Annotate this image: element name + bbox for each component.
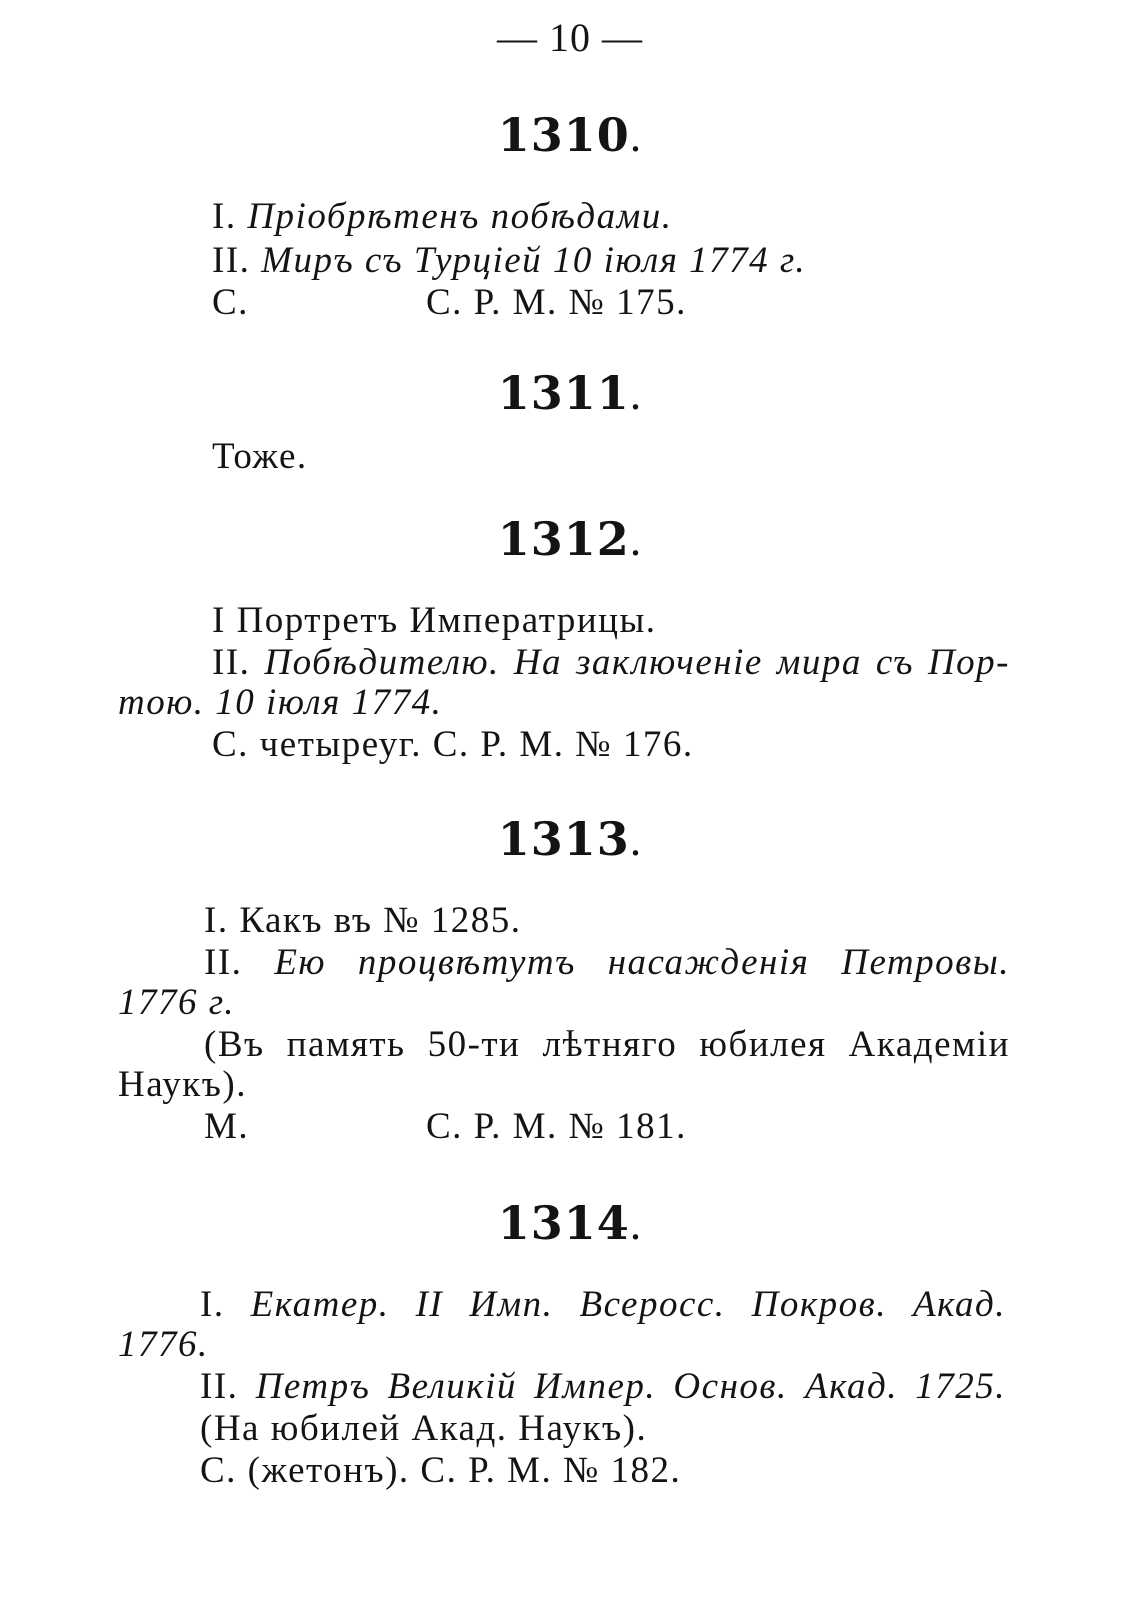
entry-heading-1311 — [0, 366, 1140, 420]
line-text: I. Какъ въ № 1285. — [204, 900, 522, 941]
entry-1310-line-2 — [212, 242, 806, 279]
entry-1314-line-2 — [118, 1326, 209, 1363]
entry-1314-line-1 — [200, 1286, 1006, 1323]
heading-dot: . — [629, 110, 643, 161]
line-label: М. — [204, 1106, 250, 1147]
entry-1313-line-6 — [204, 1108, 249, 1145]
line-label: II. — [212, 240, 251, 281]
entry-1313-line-2 — [204, 944, 1010, 981]
line-label: II. — [212, 642, 251, 683]
entry-heading-1312 — [0, 512, 1140, 566]
line-text: Миръ съ Турціей 10 іюля 1774 г. — [261, 240, 807, 281]
entry-1310-line-3 — [212, 284, 249, 321]
line-text: Пріобрѣтенъ побѣдами. — [247, 196, 673, 237]
page-number: — 10 — — [497, 15, 643, 60]
line-label: II. — [200, 1366, 239, 1407]
line-text: 1776 г. — [118, 982, 235, 1023]
entry-1313-line-4 — [204, 1026, 1010, 1063]
entry-1310-line-1 — [212, 198, 672, 235]
entry-number: 1313 — [497, 812, 630, 866]
entry-1310-line-3-ref — [426, 284, 687, 321]
entry-heading-1310 — [0, 108, 1140, 162]
entry-1312-line-1 — [212, 602, 657, 639]
line-label: II. — [204, 942, 243, 983]
line-text: Наукъ). — [118, 1064, 247, 1105]
heading-dot: . — [629, 814, 643, 865]
line-text: 1776. — [118, 1324, 209, 1365]
entry-heading-1313 — [0, 812, 1140, 866]
heading-dot: . — [629, 1198, 643, 1249]
line-text: Екатер. II Имп. Всеросс. Покров. Акад. — [250, 1284, 1006, 1325]
line-text: С. Р. М. № 175. — [426, 282, 687, 323]
line-text: Тоже. — [212, 436, 308, 477]
line-label: С. — [212, 282, 249, 323]
entry-number: 1310 — [497, 108, 630, 162]
entry-number: 1314 — [497, 1196, 630, 1250]
heading-dot: . — [629, 368, 643, 419]
entry-1313-line-5 — [118, 1066, 247, 1103]
line-text: (На юбилей Акад. Наукъ). — [200, 1408, 648, 1449]
line-text: С. (жетонъ). С. Р. М. № 182. — [200, 1450, 682, 1491]
line-text: (Въ память 50-ти лѣтняго юбилея Академіи — [204, 1024, 1010, 1065]
line-text: Побѣдителю. На заключеніе мира съ Пор- — [264, 642, 1010, 683]
entry-1311-line-1 — [212, 438, 308, 475]
line-text: Ею процвѣтутъ насажденія Петровы. — [274, 942, 1011, 983]
entry-1314-line-3 — [200, 1368, 1006, 1405]
entry-1313-line-1 — [204, 902, 522, 939]
line-text: Петръ Великій Импер. Основ. Акад. 1725. — [255, 1366, 1007, 1407]
entry-heading-1314 — [0, 1196, 1140, 1250]
entry-1312-line-4 — [212, 726, 694, 763]
heading-dot: . — [629, 514, 643, 565]
entry-1314-line-5 — [200, 1452, 681, 1489]
line-label: I. — [200, 1284, 225, 1325]
line-text: С. Р. М. № 181. — [426, 1106, 687, 1147]
line-text: I Портретъ Императрицы. — [212, 600, 657, 641]
entry-1314-line-4 — [200, 1410, 647, 1447]
entry-number: 1312 — [497, 512, 630, 566]
entry-1312-line-3 — [118, 684, 442, 721]
line-label: I. — [212, 196, 237, 237]
entry-number: 1311 — [497, 366, 630, 420]
entry-1313-line-6-ref — [426, 1108, 687, 1145]
entry-1312-line-2 — [212, 644, 1010, 681]
entry-1313-line-3 — [118, 984, 235, 1021]
line-text: С. четыреуг. С. Р. М. № 176. — [212, 724, 694, 765]
line-text: тою. 10 іюля 1774. — [118, 682, 443, 723]
